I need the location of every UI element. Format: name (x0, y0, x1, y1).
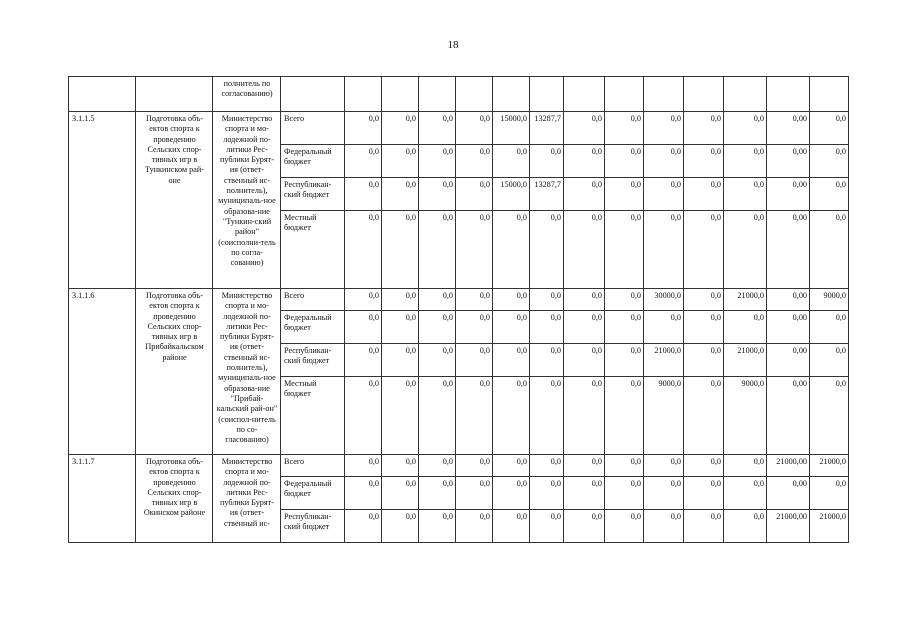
value-cell: 0,0 (605, 477, 644, 510)
value-cell: 0,0 (493, 145, 530, 178)
value-cell: 0,0 (684, 477, 724, 510)
page-number: 18 (447, 39, 459, 51)
value-cell: 0,0 (493, 477, 530, 510)
source-cell: Федеральный бюджет (281, 311, 345, 344)
value-cell: 0,0 (810, 344, 849, 377)
source-cell: Федеральный бюджет (281, 477, 345, 510)
value-cell: 0,0 (456, 344, 493, 377)
event-cell: Подготовка объ-ектов спорта к проведению Сельских спор-тивных игр в Окинском районе (136, 455, 213, 543)
value-cell: 0,0 (456, 311, 493, 344)
value-cell: 9000,0 (644, 377, 684, 455)
source-cell: Местный бюджет (281, 377, 345, 455)
value-cell: 0,0 (345, 178, 382, 211)
value-cell: 0,0 (382, 211, 419, 289)
value-cell: 0,0 (530, 289, 564, 311)
value-cell: 21000,00 (767, 510, 810, 543)
value-cell: 0,0 (493, 289, 530, 311)
value-cell (724, 77, 767, 112)
value-cell: 15000,0 (493, 112, 530, 145)
source-cell (281, 77, 345, 112)
value-cell: 0,0 (724, 455, 767, 477)
budget-row (69, 455, 849, 477)
budget-row (69, 289, 849, 311)
value-cell: 21000,0 (810, 510, 849, 543)
value-cell: 0,0 (456, 455, 493, 477)
value-cell: 0,0 (419, 289, 456, 311)
event-cell: Подготовка объ-ектов спорта к проведению Сельских спор-тивных игр в Прибайкальском районе (136, 289, 213, 455)
value-cell: 0,0 (644, 510, 684, 543)
code-cell: 3.1.1.7 (69, 455, 136, 543)
value-cell: 0,0 (564, 455, 605, 477)
value-cell: 0,0 (456, 377, 493, 455)
value-cell: 0,0 (644, 455, 684, 477)
value-cell: 0,0 (419, 112, 456, 145)
value-cell: 0,0 (605, 311, 644, 344)
value-cell (810, 77, 849, 112)
value-cell: 30000,0 (644, 289, 684, 311)
value-cell: 0,0 (419, 377, 456, 455)
value-cell: 0,0 (564, 311, 605, 344)
value-cell: 0,0 (382, 112, 419, 145)
value-cell: 0,00 (767, 477, 810, 510)
executor-cell: Министерство спорта и мо-лодежной по-литики Рес-публики Бурят-ия (ответ-ственный ис-полнитель), муниципаль-ное образова-ние "Тункин-ский район" (соисполни-тель по согла-сованию) (213, 112, 281, 289)
value-cell: 0,0 (345, 455, 382, 477)
value-cell: 0,0 (456, 211, 493, 289)
value-cell: 13287,7 (530, 178, 564, 211)
value-cell: 0,0 (530, 477, 564, 510)
value-cell: 0,0 (345, 477, 382, 510)
value-cell (382, 77, 419, 112)
value-cell: 0,0 (530, 455, 564, 477)
budget-table-body (69, 77, 849, 543)
value-cell: 0,0 (724, 477, 767, 510)
value-cell: 0,0 (605, 145, 644, 178)
source-cell: Республикан-ский бюджет (281, 178, 345, 211)
value-cell: 0,0 (605, 289, 644, 311)
value-cell: 0,0 (810, 112, 849, 145)
value-cell: 0,0 (419, 344, 456, 377)
value-cell: 0,0 (419, 455, 456, 477)
value-cell: 0,0 (530, 344, 564, 377)
value-cell: 0,0 (724, 178, 767, 211)
value-cell: 0,0 (493, 510, 530, 543)
value-cell: 0,0 (382, 377, 419, 455)
source-cell: Всего (281, 112, 345, 145)
value-cell (493, 77, 530, 112)
value-cell: 0,0 (456, 477, 493, 510)
source-cell: Местный бюджет (281, 211, 345, 289)
value-cell: 0,0 (382, 455, 419, 477)
value-cell: 0,0 (810, 178, 849, 211)
value-cell (345, 77, 382, 112)
value-cell: 0,0 (684, 145, 724, 178)
value-cell (419, 77, 456, 112)
value-cell: 0,0 (564, 344, 605, 377)
value-cell: 0,00 (767, 211, 810, 289)
value-cell (564, 77, 605, 112)
value-cell: 0,0 (644, 112, 684, 145)
code-cell: 3.1.1.6 (69, 289, 136, 455)
value-cell: 0,00 (767, 377, 810, 455)
value-cell: 0,0 (345, 211, 382, 289)
value-cell: 0,0 (605, 211, 644, 289)
value-cell (530, 77, 564, 112)
value-cell: 0,0 (644, 477, 684, 510)
value-cell: 0,0 (345, 112, 382, 145)
value-cell: 0,00 (767, 344, 810, 377)
value-cell: 0,0 (382, 510, 419, 543)
source-cell: Республикан-ский бюджет (281, 510, 345, 543)
value-cell: 0,0 (684, 289, 724, 311)
budget-row (69, 112, 849, 145)
code-cell: 3.1.1.5 (69, 112, 136, 289)
value-cell: 0,0 (810, 477, 849, 510)
value-cell: 0,0 (724, 510, 767, 543)
value-cell: 0,0 (345, 289, 382, 311)
event-cell (136, 77, 213, 112)
value-cell: 9000,0 (724, 377, 767, 455)
value-cell: 21000,00 (767, 455, 810, 477)
value-cell: 21000,0 (724, 344, 767, 377)
value-cell: 0,0 (605, 377, 644, 455)
value-cell: 0,0 (456, 112, 493, 145)
executor-cell: Министерство спорта и мо-лодежной по-литики Рес-публики Бурят-ия (ответ-ственный ис- (213, 455, 281, 543)
value-cell: 0,0 (419, 178, 456, 211)
value-cell: 0,0 (493, 311, 530, 344)
value-cell: 0,0 (644, 145, 684, 178)
value-cell: 0,0 (493, 344, 530, 377)
value-cell: 0,0 (724, 145, 767, 178)
value-cell: 0,0 (419, 510, 456, 543)
value-cell: 0,0 (724, 311, 767, 344)
value-cell: 0,0 (684, 112, 724, 145)
value-cell: 0,0 (382, 311, 419, 344)
value-cell (767, 77, 810, 112)
value-cell: 0,0 (810, 211, 849, 289)
value-cell: 0,0 (564, 211, 605, 289)
value-cell: 0,0 (724, 211, 767, 289)
value-cell: 0,0 (345, 377, 382, 455)
value-cell: 0,0 (684, 510, 724, 543)
value-cell: 0,0 (644, 178, 684, 211)
budget-table (68, 76, 849, 543)
value-cell: 0,0 (564, 112, 605, 145)
value-cell (605, 77, 644, 112)
value-cell: 0,0 (382, 477, 419, 510)
value-cell: 0,0 (564, 477, 605, 510)
value-cell: 0,00 (767, 289, 810, 311)
value-cell: 0,0 (564, 178, 605, 211)
value-cell: 0,0 (456, 510, 493, 543)
value-cell: 21000,0 (724, 289, 767, 311)
value-cell: 0,0 (419, 311, 456, 344)
value-cell: 0,0 (684, 211, 724, 289)
executor-cell: Министерство спорта и мо-лодежной по-литики Рес-публики Бурят-ия (ответ-ственный ис-полнитель), муниципаль-ное образова-ние "Прибай-кальский рай-он" (соиспол-нитель по со-гласованию) (213, 289, 281, 455)
value-cell: 0,0 (684, 178, 724, 211)
value-cell: 0,0 (724, 112, 767, 145)
value-cell: 13287,7 (530, 112, 564, 145)
event-cell: Подготовка объ-ектов спорта к проведению Сельских спор-тивных игр в Тункинском рай-оне (136, 112, 213, 289)
value-cell: 0,0 (345, 344, 382, 377)
value-cell: 0,0 (530, 145, 564, 178)
value-cell: 0,0 (810, 377, 849, 455)
value-cell: 0,0 (644, 311, 684, 344)
value-cell: 0,0 (530, 211, 564, 289)
value-cell: 15000,0 (493, 178, 530, 211)
value-cell: 0,0 (382, 344, 419, 377)
value-cell: 0,0 (345, 510, 382, 543)
value-cell: 0,0 (493, 377, 530, 455)
value-cell (644, 77, 684, 112)
value-cell (456, 77, 493, 112)
executor-cell: полнитель по согласованию) (213, 77, 281, 112)
source-cell: Всего (281, 289, 345, 311)
value-cell: 0,0 (644, 211, 684, 289)
value-cell: 0,0 (382, 178, 419, 211)
value-cell: 0,0 (684, 344, 724, 377)
value-cell: 0,0 (382, 289, 419, 311)
value-cell: 0,0 (605, 510, 644, 543)
source-cell: Федеральный бюджет (281, 145, 345, 178)
value-cell: 0,0 (382, 145, 419, 178)
value-cell: 0,00 (767, 112, 810, 145)
value-cell: 0,0 (564, 145, 605, 178)
value-cell: 0,0 (684, 455, 724, 477)
value-cell: 0,0 (605, 178, 644, 211)
value-cell: 0,0 (345, 145, 382, 178)
value-cell: 0,0 (456, 145, 493, 178)
value-cell: 0,0 (345, 311, 382, 344)
value-cell: 0,0 (684, 377, 724, 455)
value-cell: 0,00 (767, 145, 810, 178)
value-cell: 0,0 (605, 112, 644, 145)
value-cell: 0,0 (564, 510, 605, 543)
value-cell: 0,0 (456, 289, 493, 311)
value-cell: 0,0 (419, 211, 456, 289)
value-cell: 0,0 (493, 455, 530, 477)
value-cell: 0,0 (810, 311, 849, 344)
value-cell: 0,0 (564, 289, 605, 311)
value-cell: 9000,0 (810, 289, 849, 311)
value-cell: 21000,0 (644, 344, 684, 377)
value-cell (684, 77, 724, 112)
source-cell: Всего (281, 455, 345, 477)
value-cell: 0,0 (530, 311, 564, 344)
value-cell: 0,0 (684, 311, 724, 344)
value-cell: 0,0 (493, 211, 530, 289)
value-cell: 0,0 (605, 455, 644, 477)
value-cell: 21000,0 (810, 455, 849, 477)
value-cell: 0,0 (564, 377, 605, 455)
code-cell (69, 77, 136, 112)
value-cell: 0,0 (810, 145, 849, 178)
value-cell: 0,0 (456, 178, 493, 211)
value-cell: 0,0 (530, 377, 564, 455)
continuation-row (69, 77, 849, 112)
value-cell: 0,0 (605, 344, 644, 377)
value-cell: 0,00 (767, 178, 810, 211)
value-cell: 0,0 (530, 510, 564, 543)
value-cell: 0,0 (419, 145, 456, 178)
source-cell: Республикан-ский бюджет (281, 344, 345, 377)
value-cell: 0,0 (419, 477, 456, 510)
value-cell: 0,00 (767, 311, 810, 344)
